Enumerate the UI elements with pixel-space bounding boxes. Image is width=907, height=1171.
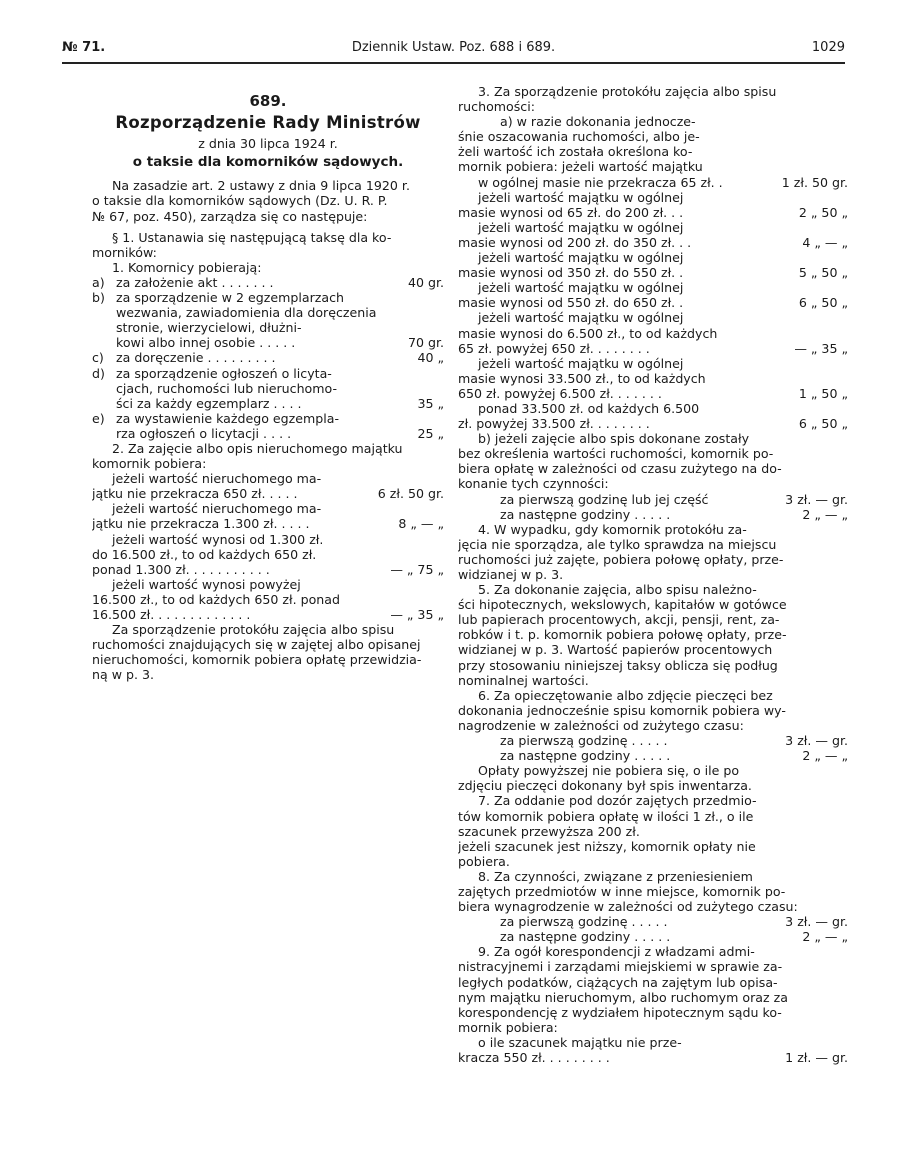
item-body xyxy=(116,366,444,411)
fee-line xyxy=(116,396,444,411)
paragraph-line: ści hipotecznych, wekslowych, kapitałów w gotówce xyxy=(458,597,787,613)
paragraph-line: korespondencję z wydziałem hipotecznym sądu ko- xyxy=(458,1004,782,1020)
journal-title: Dziennik Ustaw. Poz. 688 i 689. xyxy=(351,40,556,55)
point-6-end xyxy=(458,763,848,793)
paragraph-line: b) jeżeli zajęcie albo spis dokonane zostały xyxy=(478,431,750,447)
fee-line xyxy=(92,562,444,577)
rate-line: jeżeli wartość majątku w ogólnej xyxy=(478,280,684,296)
point-7 xyxy=(458,793,848,868)
fee-amount: 40 gr. xyxy=(407,274,444,290)
fee-amount: 1 zł. 50 gr. xyxy=(781,174,848,190)
rate-line: ponad 33.500 zł. od każdych 6.500 xyxy=(478,400,700,416)
fee-amount: 2 „ — „ xyxy=(802,748,848,764)
paragraph-line: 4. W wypadku, gdy komornik protokółu za- xyxy=(478,521,747,537)
fee-line xyxy=(458,341,848,356)
fee-line xyxy=(458,914,848,929)
fee-description: ponad 1.300 zł. . . . . . . . . . . xyxy=(92,561,270,577)
fee-line xyxy=(458,265,848,280)
fee-item xyxy=(92,366,444,411)
regulation-date: z dnia 30 lipca 1924 r. xyxy=(198,136,338,152)
fee-items-list xyxy=(92,275,444,441)
regulation-number: 689. xyxy=(249,92,287,110)
item-body xyxy=(116,275,444,290)
point-5 xyxy=(458,582,848,688)
paragraph-line: 2. Za zajęcie albo opis nieruchomego majątku xyxy=(112,440,403,456)
paragraph-line: biera wynagrodzenie w zależności od zużytego czasu: xyxy=(458,899,798,915)
item-letter: c) xyxy=(92,350,104,366)
paragraph-line: jeżeli szacunek jest niższy, komornik opłaty nie xyxy=(458,838,756,854)
point-6-rates xyxy=(458,733,848,763)
fee-item xyxy=(92,275,444,290)
paragraph-line: 7. Za oddanie pod dozór zajętych przedmio- xyxy=(478,793,757,809)
rate-line: jeżeli wartość majątku w ogólnej xyxy=(478,250,684,266)
paragraph-line: lub papierach procentowych, akcji, pensji, rent, za- xyxy=(458,612,780,628)
left-column xyxy=(92,84,444,682)
fee-amount: 2 „ — „ xyxy=(802,929,848,945)
fee-line xyxy=(458,733,848,748)
fee-line xyxy=(116,350,444,365)
fee-amount: 6 „ 50 „ xyxy=(798,416,848,432)
fee-description: masie wynosi od 550 zł. do 650 zł. . xyxy=(458,295,684,311)
fee-line xyxy=(116,426,444,441)
fee-amount: 6 zł. 50 gr. xyxy=(377,486,444,502)
paragraph-line: nieruchomości, komornik pobiera opłatę przewidzia- xyxy=(92,652,422,668)
fee-description: rza ogłoszeń o licytacji . . . . xyxy=(116,425,292,441)
right-column xyxy=(458,84,848,1065)
rate-line: jeżeli wartość majątku w ogólnej xyxy=(478,355,684,371)
rate-line: do 16.500 zł., to od każdych 650 zł. xyxy=(92,546,317,562)
fee-amount: 3 zł. — gr. xyxy=(785,733,848,749)
fee-amount: 4 „ — „ xyxy=(802,234,848,250)
rate-line: o ile szacunek majątku nie prze- xyxy=(478,1034,682,1050)
rate-line: jeżeli wartość majątku w ogólnej xyxy=(478,310,684,326)
section-1 xyxy=(92,230,444,260)
paragraph-line: żeli wartość ich została określona ko- xyxy=(458,144,693,160)
paragraph-line: ną w p. 3. xyxy=(92,667,155,683)
paragraph-line: ruchomości już zajęte, pobiera połowę opłaty, prze- xyxy=(458,551,784,567)
paragraph-line: § 1. Ustanawia się następującą taksę dla ko- xyxy=(112,229,392,245)
item-body xyxy=(116,411,444,441)
paragraph-line: ruchomości znajdujących się w zajętej albo opisanej xyxy=(92,637,421,653)
point-3b xyxy=(458,431,848,491)
item-body xyxy=(116,290,444,350)
fee-amount: 40 „ xyxy=(417,350,444,366)
fee-amount: 70 gr. xyxy=(407,335,444,351)
point-6 xyxy=(458,688,848,733)
fee-line xyxy=(458,386,848,401)
paragraph-line: tów komornik pobiera opłatę w ilości 1 zł., o ile xyxy=(458,808,754,824)
fee-amount: — „ 75 „ xyxy=(390,561,444,577)
paragraph-line: Opłaty powyższej nie pobiera się, o ile po xyxy=(478,763,740,779)
paragraph-line: 5. Za dokonanie zajęcia, albo spisu należno- xyxy=(478,582,757,598)
item-line: stronie, wierzycielowi, dłużni- xyxy=(116,320,302,336)
fee-line xyxy=(458,235,848,250)
fee-item xyxy=(92,290,444,350)
paragraph-line: Za sporządzenie protokółu zajęcia albo spisu xyxy=(112,622,395,638)
fee-description: za doręczenie . . . . . . . . . xyxy=(116,350,276,366)
item-line: za sporządzenie ogłoszeń o licyta- xyxy=(116,365,332,381)
fee-amount: 3 zł. — gr. xyxy=(785,491,848,507)
rate-line: jeżeli wartość nieruchomego ma- xyxy=(112,471,322,487)
paragraph-line: mornik pobiera: xyxy=(458,1019,558,1035)
item-line: wezwania, zawiadomienia dla doręczenia xyxy=(116,305,377,321)
fee-amount: 2 „ 50 „ xyxy=(798,204,848,220)
fee-line xyxy=(458,492,848,507)
closing-paragraph xyxy=(92,622,444,682)
paragraph-line: № 67, poz. 450), zarządza się co następuje: xyxy=(92,208,368,224)
fee-line xyxy=(458,1050,848,1065)
fee-amount: — „ 35 „ xyxy=(390,607,444,622)
item-letter: b) xyxy=(92,290,105,306)
rate-line: 16.500 zł., to od każdych 650 zł. ponad xyxy=(92,591,341,607)
rate-line: jeżeli wartość wynosi powyżej xyxy=(112,576,301,592)
paragraph-line: robków i t. p. komornik pobiera połowę opłaty, prze- xyxy=(458,627,787,643)
paragraph-line: konanie tych czynności: xyxy=(458,476,609,492)
paragraph-line: zajętych przedmiotów w inne miejsce, komornik po- xyxy=(458,883,786,899)
paragraph-line: 8. Za czynności, związane z przeniesieniem xyxy=(478,868,753,884)
paragraph-line: bez określenia wartości ruchomości, komornik po- xyxy=(458,446,774,462)
fee-item xyxy=(92,411,444,441)
fee-line xyxy=(458,507,848,522)
point-3a-rates xyxy=(458,175,848,432)
point-3a-intro xyxy=(458,114,848,174)
item-letter: a) xyxy=(92,274,105,290)
paragraph-line: mornik pobiera: jeżeli wartość majątku xyxy=(458,159,703,175)
paragraph-line: jęcia nie sporządza, ale tylko sprawdza na miejscu xyxy=(458,536,777,552)
rate-line: jeżeli wartość nieruchomego ma- xyxy=(112,501,322,517)
fee-description: za pierwszą godzinę . . . . . xyxy=(500,733,668,749)
fee-amount: 1 zł. — gr. xyxy=(785,1050,848,1065)
fee-amount: — „ 35 „ xyxy=(794,340,848,356)
intro-paragraph xyxy=(92,178,444,223)
paragraph-line: nominalnej wartości. xyxy=(458,672,589,688)
issue-number: № 71. xyxy=(62,40,106,55)
paragraph-line: widzianej w p. 3. xyxy=(458,567,564,582)
item-body xyxy=(116,350,444,365)
paragraph-line: o taksie dla komorników sądowych (Dz. U. R. P. xyxy=(92,193,388,209)
fee-line xyxy=(458,295,848,310)
fee-amount: 6 „ 50 „ xyxy=(798,295,848,311)
fee-description: kracza 550 zł. . . . . . . . . xyxy=(458,1050,610,1065)
point-3 xyxy=(458,84,848,114)
regulation-title: Rozporządzenie Rady Ministrów xyxy=(115,113,421,133)
fee-line xyxy=(458,175,848,190)
fee-line xyxy=(458,929,848,944)
paragraph-line: śnie oszacowania ruchomości, albo je- xyxy=(458,129,700,145)
paragraph-line: pobiera. xyxy=(458,853,510,869)
fee-description: za pierwszą godzinę lub jej część xyxy=(500,491,709,507)
fee-amount: 8 „ — „ xyxy=(398,516,444,532)
point-8 xyxy=(458,869,848,914)
fee-description: 65 zł. powyżej 650 zł. . . . . . . . xyxy=(458,340,650,356)
paragraph-line: 9. Za ogół korespondencji z władzami admi- xyxy=(478,944,755,960)
rate-line: masie wynosi do 6.500 zł., to od każdych xyxy=(458,325,718,341)
item-line: za wystawienie każdego egzempla- xyxy=(116,410,340,426)
paragraph-line: nym majątku nieruchomym, albo ruchomym oraz za xyxy=(458,989,788,1005)
fee-description: za następne godziny . . . . . xyxy=(500,506,671,522)
paragraph-line: a) w razie dokonania jednocze- xyxy=(500,114,696,130)
rate-line: jeżeli wartość majątku w ogólnej xyxy=(478,189,684,205)
paragraph-line: ległych podatków, ciążących na zajętym lub opisa- xyxy=(458,974,778,990)
fee-description: 650 zł. powyżej 6.500 zł. . . . . . . xyxy=(458,385,662,401)
paragraph-line: 6. Za opieczętowanie albo zdjęcie pieczęci bez xyxy=(478,687,773,703)
point-2 xyxy=(92,441,444,471)
fee-description: masie wynosi od 65 zł. do 200 zł. . . xyxy=(458,204,684,220)
fee-amount: 35 „ xyxy=(417,395,444,411)
paragraph-line: morników: xyxy=(92,244,157,260)
paragraph-line: biera opłatę w zależności od czasu zużytego na do- xyxy=(458,461,782,477)
paragraph-line: 3. Za sporządzenie protokółu zajęcia albo spisu xyxy=(478,84,777,99)
point-9-rate xyxy=(458,1035,848,1065)
fee-line xyxy=(458,748,848,763)
fee-amount: 25 „ xyxy=(417,425,444,441)
fee-description: 16.500 zł. . . . . . . . . . . . . xyxy=(92,607,251,622)
paragraph-line: przy stosowaniu niniejszej taksy oblicza się podług xyxy=(458,657,778,673)
rate-line: masie wynosi 33.500 zł., to od każdych xyxy=(458,370,706,386)
fee-line xyxy=(116,335,444,350)
fee-line xyxy=(116,275,444,290)
paragraph-line: szacunek przewyższa 200 zł. xyxy=(458,823,640,839)
paragraph-line: dokonania jednocześnie spisu komornik pobiera wy- xyxy=(458,702,786,718)
fee-amount: 3 zł. — gr. xyxy=(785,914,848,930)
page-header xyxy=(62,38,845,60)
item-letter: e) xyxy=(92,410,105,426)
property-rates-list xyxy=(92,471,444,622)
fee-description: za pierwszą godzinę . . . . . xyxy=(500,914,668,930)
fee-description: za następne godziny . . . . . xyxy=(500,748,671,764)
fee-description: ści za każdy egzemplarz . . . . xyxy=(116,395,302,411)
paragraph-line: widzianej w p. 3. Wartość papierów procentowych xyxy=(458,642,773,658)
fee-description: jątku nie przekracza 1.300 zł. . . . . xyxy=(92,516,310,532)
point-8-rates xyxy=(458,914,848,944)
item-line: cjach, ruchomości lub nieruchomo- xyxy=(116,380,338,396)
fee-line xyxy=(458,416,848,431)
paragraph-line: nagrodzenie w zależności od zużytego czasu: xyxy=(458,717,744,733)
fee-description: w ogólnej masie nie przekracza 65 zł. . xyxy=(478,174,723,190)
fee-item xyxy=(92,350,444,365)
rate-line: jeżeli wartość majątku w ogólnej xyxy=(478,219,684,235)
fee-description: masie wynosi od 200 zł. do 350 zł. . . xyxy=(458,234,692,250)
regulation-subject: o taksie dla komorników sądowych. xyxy=(132,154,404,171)
fee-description: kowi albo innej osobie . . . . . xyxy=(116,335,296,351)
paragraph-line: Na zasadzie art. 2 ustawy z dnia 9 lipca 1920 r. xyxy=(112,178,410,194)
fee-line xyxy=(92,607,444,622)
point-1: 1. Komornicy pobierają: xyxy=(112,259,262,275)
fee-amount: 5 „ 50 „ xyxy=(798,265,848,281)
point-9 xyxy=(458,944,848,1035)
paragraph-line: nistracyjnemi i zarządami miejskiemi w sprawie za- xyxy=(458,959,783,975)
fee-description: masie wynosi od 350 zł. do 550 zł. . xyxy=(458,265,684,281)
fee-line xyxy=(458,205,848,220)
point-4 xyxy=(458,522,848,582)
fee-description: jątku nie przekracza 650 zł. . . . . xyxy=(92,486,298,502)
fee-amount: 1 „ 50 „ xyxy=(798,385,848,401)
fee-description: za założenie akt . . . . . . . xyxy=(116,274,274,290)
rate-line: jeżeli wartość wynosi od 1.300 zł. xyxy=(112,531,324,547)
fee-description: zł. powyżej 33.500 zł. . . . . . . . xyxy=(458,416,650,432)
fee-description: za następne godziny . . . . . xyxy=(500,929,671,945)
fee-line xyxy=(92,516,444,531)
item-line: za sporządzenie w 2 egzemplarzach xyxy=(116,290,344,306)
fee-line xyxy=(92,486,444,501)
paragraph-line: ruchomości: xyxy=(458,99,535,115)
paragraph-line: zdjęciu pieczęci dokonany był spis inwentarza. xyxy=(458,778,752,794)
fee-amount: 2 „ — „ xyxy=(802,506,848,522)
page-number: 1029 xyxy=(811,40,845,55)
header-rule xyxy=(62,62,845,64)
point-3b-rates xyxy=(458,492,848,522)
item-letter: d) xyxy=(92,365,105,381)
paragraph-line: komornik pobiera: xyxy=(92,456,207,472)
